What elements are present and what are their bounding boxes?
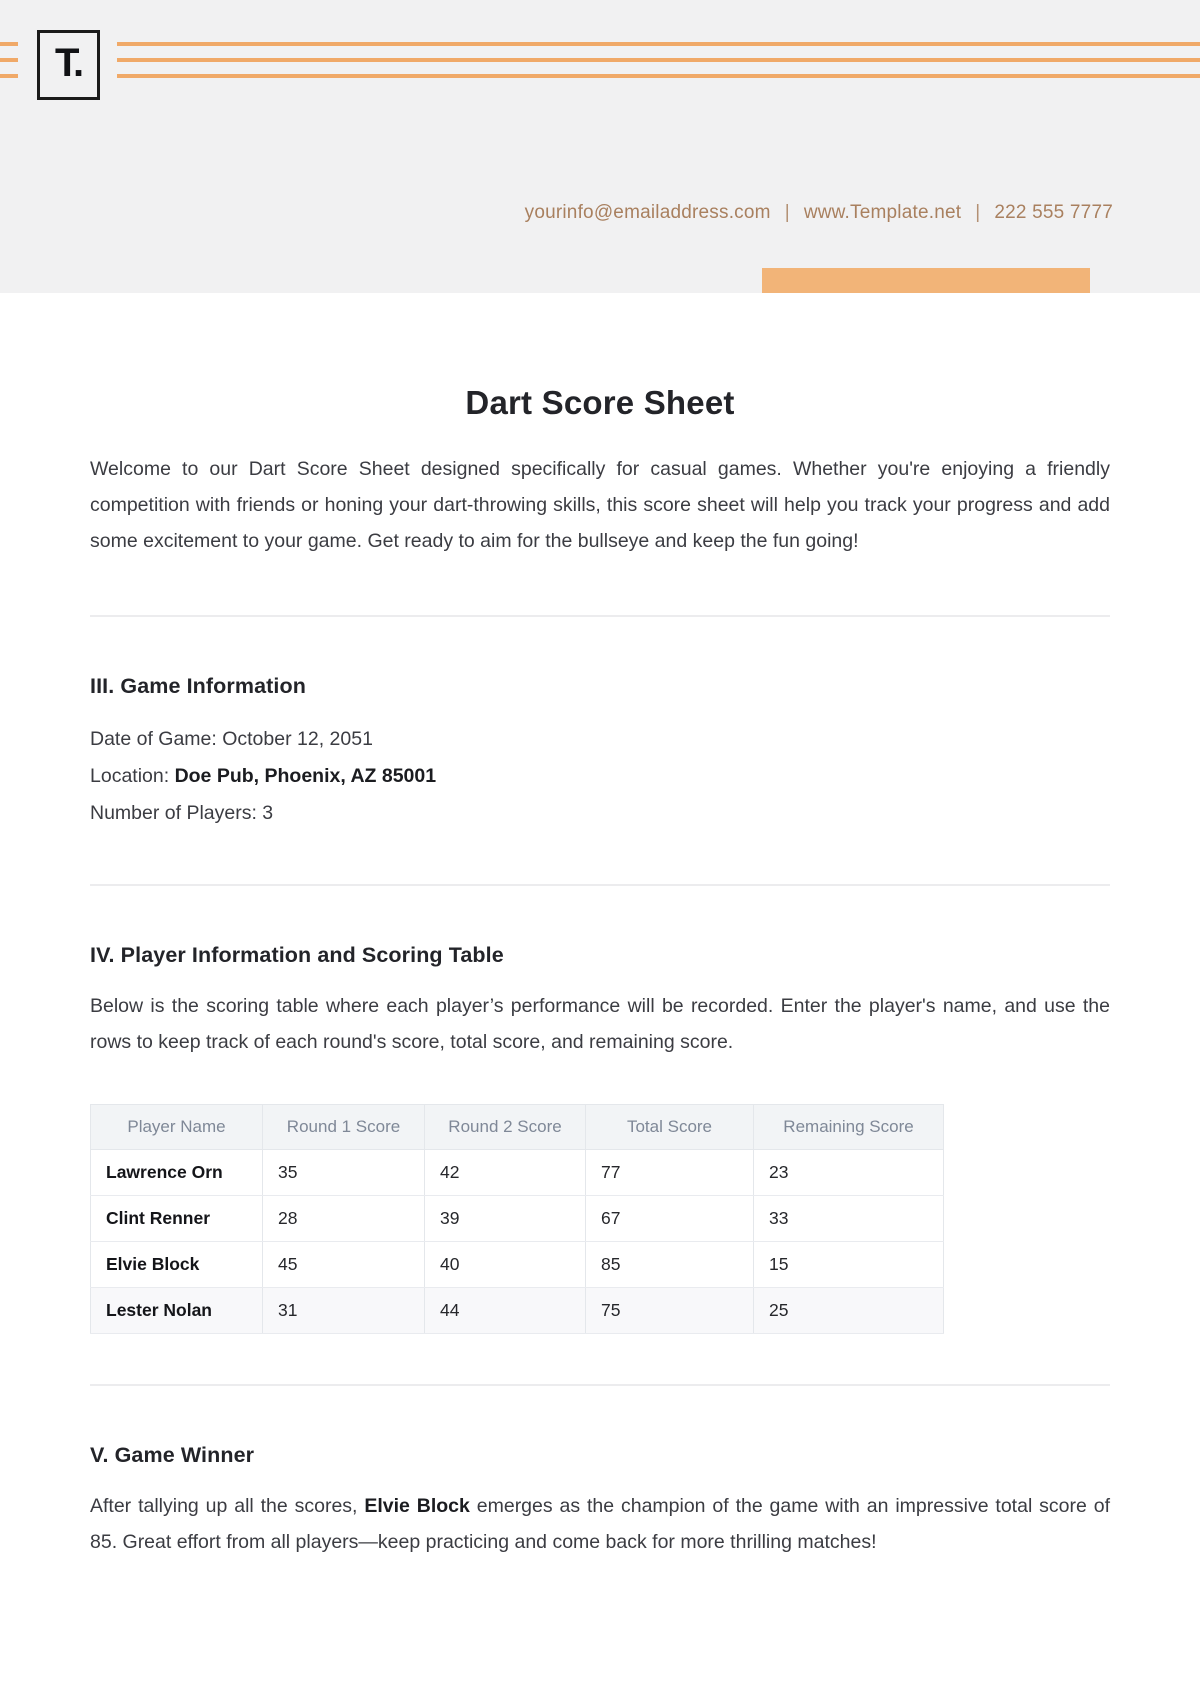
round1-score-cell: 28 xyxy=(263,1196,425,1242)
game-info-lines xyxy=(90,721,1110,832)
location-line xyxy=(90,758,1110,795)
round1-score-cell: 31 xyxy=(263,1288,425,1334)
decorative-line xyxy=(117,74,1200,78)
round2-score-cell: 40 xyxy=(425,1242,586,1288)
winner-heading: V. Game Winner xyxy=(90,1443,255,1467)
column-header-player-name: Player Name xyxy=(91,1105,263,1150)
player-name-cell: Elvie Block xyxy=(91,1242,263,1288)
accent-bar xyxy=(762,268,1090,293)
decorative-line xyxy=(0,74,18,78)
document-body xyxy=(0,381,1200,1560)
decorative-line xyxy=(0,42,18,46)
player-name-cell: Lawrence Orn xyxy=(91,1150,263,1196)
section-divider xyxy=(90,615,1110,617)
decorative-line xyxy=(0,58,18,62)
letterhead-header xyxy=(0,0,1200,293)
date-of-game-line: Date of Game: October 12, 2051 xyxy=(90,728,373,750)
round2-score-cell: 44 xyxy=(425,1288,586,1334)
column-header-total-score: Total Score xyxy=(586,1105,754,1150)
intro-paragraph: Welcome to our Dart Score Sheet designed specifically for casual games. Whether you're enjoying a friendly competition with friends or honing your dart-throwing skills, this score sheet will help you track your progress and add some excitement to your game. Get ready to aim for the bullseye and keep the fun going! xyxy=(90,458,1110,552)
table-row xyxy=(91,1150,944,1196)
contact-separator: | xyxy=(784,202,790,223)
scoring-description: Below is the scoring table where each player’s performance will be recorded. Enter the player's name, and use the rows to keep track of each round's score, total score, and remaining score. xyxy=(90,995,1110,1053)
logo-text: T. xyxy=(54,41,83,85)
number-of-players-line: Number of Players: 3 xyxy=(90,802,274,824)
winner-text-before: After tallying up all the scores, xyxy=(90,1495,365,1517)
column-header-remaining-score: Remaining Score xyxy=(754,1105,944,1150)
remaining-score-cell: 15 xyxy=(754,1242,944,1288)
contact-website: www.Template.net xyxy=(803,202,962,223)
total-score-cell: 75 xyxy=(586,1288,754,1334)
column-header-round2-score: Round 2 Score xyxy=(425,1105,586,1150)
column-header-round1-score: Round 1 Score xyxy=(263,1105,425,1150)
winner-paragraph xyxy=(90,1488,1110,1560)
contact-info xyxy=(525,202,1113,224)
section-divider xyxy=(90,884,1110,886)
page-title: Dart Score Sheet xyxy=(465,384,735,421)
contact-phone: 222 555 7777 xyxy=(994,202,1113,223)
table-row xyxy=(91,1288,944,1334)
location-value: Doe Pub, Phoenix, AZ 85001 xyxy=(174,765,437,787)
table-row xyxy=(91,1196,944,1242)
round1-score-cell: 45 xyxy=(263,1242,425,1288)
remaining-score-cell: 33 xyxy=(754,1196,944,1242)
table-row xyxy=(91,1242,944,1288)
total-score-cell: 67 xyxy=(586,1196,754,1242)
contact-separator: | xyxy=(975,202,981,223)
table-header-row xyxy=(91,1105,944,1150)
round2-score-cell: 39 xyxy=(425,1196,586,1242)
winner-text-after: emerges as the champion of the game with an impressive total score of 85. Great effort from all players—keep practicing and come back for more thrilling matches! xyxy=(90,1495,1110,1553)
player-name-cell: Clint Renner xyxy=(91,1196,263,1242)
total-score-cell: 77 xyxy=(586,1150,754,1196)
decorative-lines-left xyxy=(0,42,18,78)
brand-logo xyxy=(37,30,100,100)
decorative-line xyxy=(117,58,1200,62)
remaining-score-cell: 23 xyxy=(754,1150,944,1196)
score-table xyxy=(90,1104,944,1334)
remaining-score-cell: 25 xyxy=(754,1288,944,1334)
location-label: Location: xyxy=(90,765,175,787)
decorative-line xyxy=(117,42,1200,46)
winner-name: Elvie Block xyxy=(364,1495,470,1517)
player-name-cell: Lester Nolan xyxy=(91,1288,263,1334)
round2-score-cell: 42 xyxy=(425,1150,586,1196)
scoring-heading: IV. Player Information and Scoring Table xyxy=(90,943,504,967)
round1-score-cell: 35 xyxy=(263,1150,425,1196)
total-score-cell: 85 xyxy=(586,1242,754,1288)
section-divider xyxy=(90,1384,1110,1386)
contact-email: yourinfo@emailaddress.com xyxy=(524,202,771,223)
decorative-lines-right xyxy=(117,42,1200,78)
game-info-heading: III. Game Information xyxy=(90,674,306,698)
